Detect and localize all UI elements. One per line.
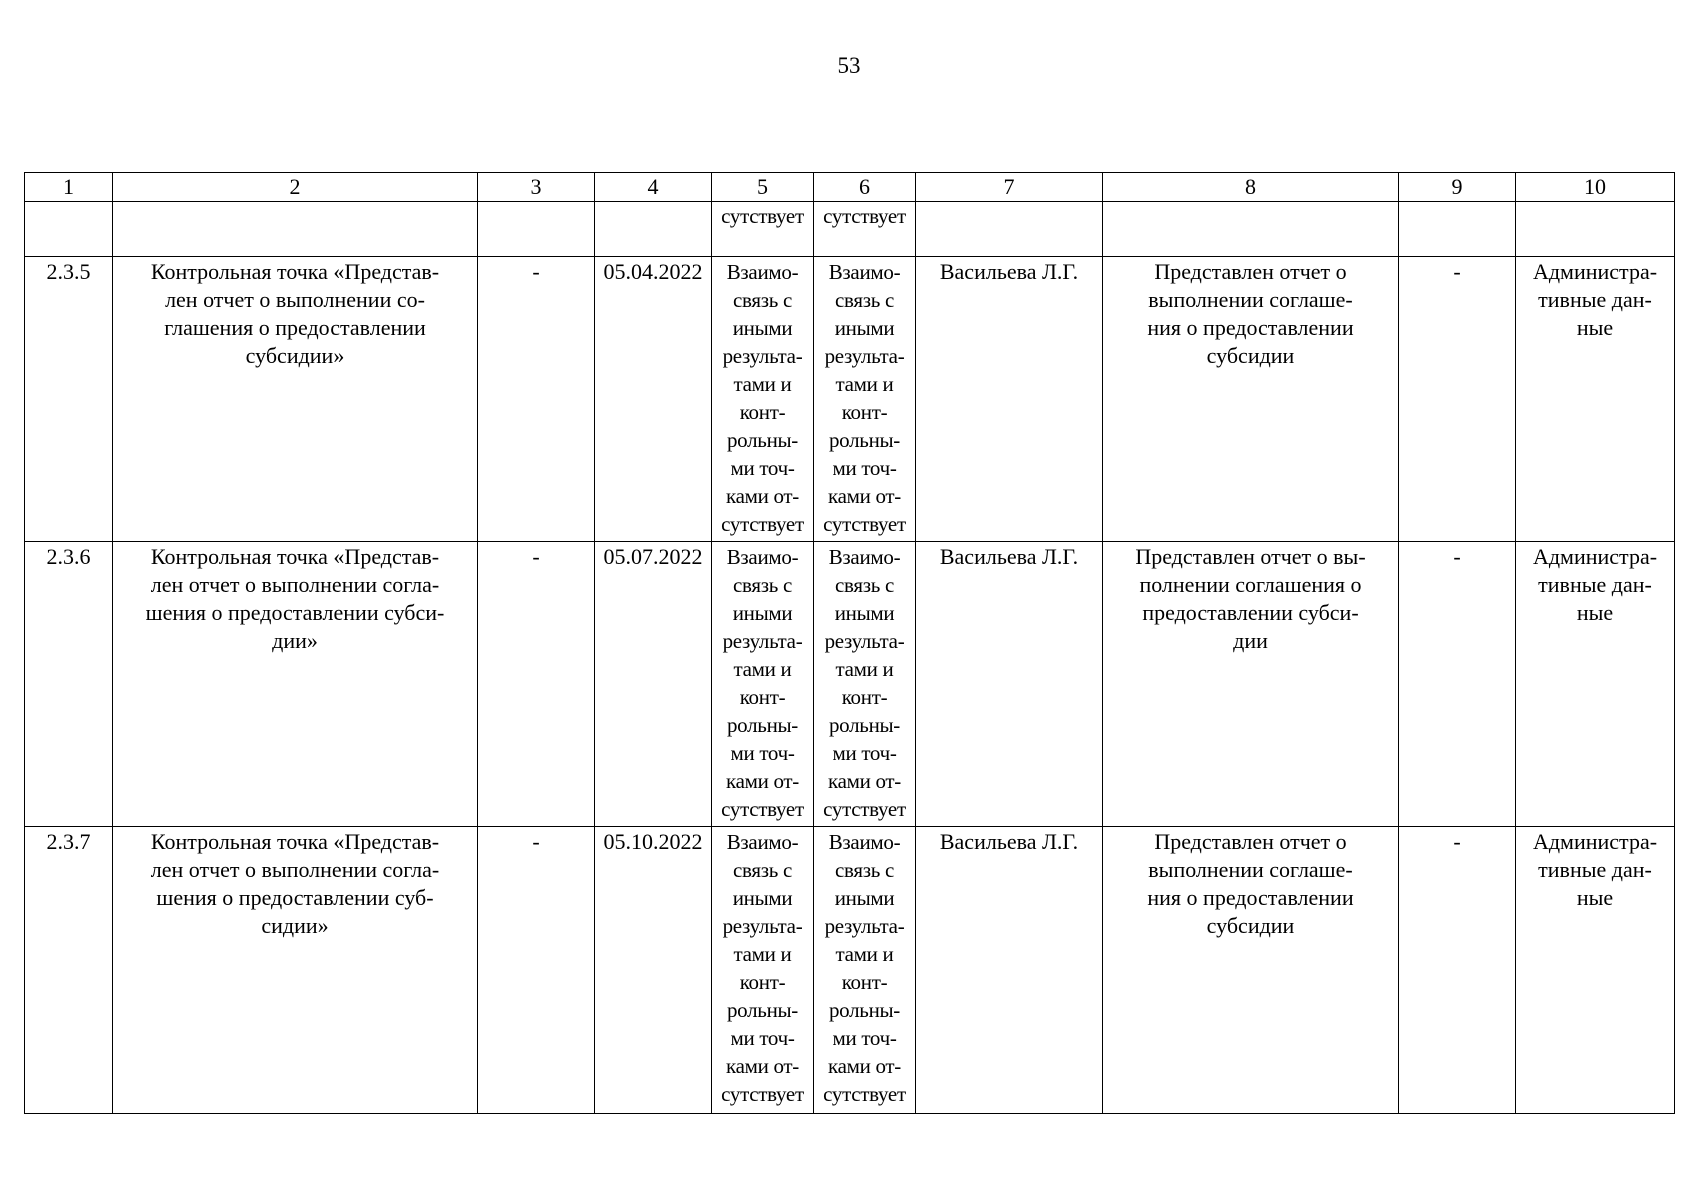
- column-header: 2: [113, 173, 478, 202]
- cell-text-line: ками от-: [726, 769, 799, 793]
- date-cell: 05.04.2022: [595, 257, 712, 542]
- cell-text-line: ками от-: [828, 769, 901, 793]
- relation-cell: [712, 257, 814, 542]
- column-header: 1: [25, 173, 113, 202]
- cell-text-line: рольны-: [726, 428, 799, 452]
- table-cell: [916, 202, 1103, 257]
- column-header: 5: [712, 173, 814, 202]
- cell-text-line: Представлен отчет о вы-: [1135, 544, 1366, 569]
- relation-cell: [814, 257, 916, 542]
- cell-text-line: лен отчет о выполнении согла-: [150, 857, 440, 882]
- cell-text-line: глашения о предоставлении: [164, 315, 426, 340]
- cell-text-line: выполнении соглаше-: [1148, 287, 1353, 312]
- cell-text-line: ми точ-: [730, 741, 795, 765]
- control-points-table: [24, 172, 1675, 1114]
- cell-text-line: Представлен отчет о: [1154, 829, 1347, 854]
- cell-text-line: тами и: [733, 942, 792, 966]
- cell-text-line: рольны-: [828, 713, 901, 737]
- cell-text-line: рольны-: [726, 998, 799, 1022]
- cell-text-line: ками от-: [828, 1054, 901, 1078]
- column-header: 6: [814, 173, 916, 202]
- responsible-person: Васильева Л.Г.: [916, 257, 1103, 542]
- cell-text-line: Взаимо-: [828, 545, 901, 569]
- cell-text-line: ные: [1576, 600, 1614, 625]
- column-9-value: -: [1399, 827, 1516, 1114]
- column-header: 10: [1516, 173, 1675, 202]
- responsible-person: Васильева Л.Г.: [916, 542, 1103, 827]
- cell-text-line: субсидии: [1206, 343, 1295, 368]
- cell-text-line: выполнении соглаше-: [1148, 857, 1353, 882]
- cell-text-line: предоставлении субси-: [1142, 600, 1359, 625]
- cell-text-line: тами и: [835, 372, 894, 396]
- cell-text-line: шения о предоставлении субси-: [145, 600, 445, 625]
- cell-text-line: сидии»: [261, 913, 329, 938]
- cell-text-line: ми точ-: [832, 1026, 897, 1050]
- cell-text-line: ные: [1576, 885, 1614, 910]
- cell-text-line: сутствует: [721, 1082, 804, 1106]
- continuation-row: [25, 202, 1675, 257]
- cell-text-line: связь с: [835, 288, 894, 312]
- cell-text-line: результа-: [722, 629, 803, 653]
- table-cell: [113, 202, 478, 257]
- cell-text-line: Взаимо-: [726, 260, 799, 284]
- cell-text-line: конт-: [739, 685, 786, 709]
- cell-text-line: Взаимо-: [726, 545, 799, 569]
- result-description: [1103, 257, 1399, 542]
- page-number: 53: [837, 53, 861, 78]
- column-9-value: -: [1399, 542, 1516, 827]
- column-header: 9: [1399, 173, 1516, 202]
- cell-text-line: сутствует: [823, 1082, 906, 1106]
- cell-text-line: тами и: [733, 372, 792, 396]
- cell-text-line: Контрольная точка «Представ-: [150, 829, 440, 854]
- cell-text-line: ми точ-: [832, 456, 897, 480]
- cell-text-line: конт-: [841, 685, 888, 709]
- cell-text-line: Представлен отчет о: [1154, 259, 1347, 284]
- relation-cell: [814, 542, 916, 827]
- cell-text-line: тами и: [733, 657, 792, 681]
- column-3-value: -: [478, 542, 595, 827]
- relation-cell: [712, 542, 814, 827]
- column-header: 7: [916, 173, 1103, 202]
- relation-cell: сутствует: [814, 202, 916, 257]
- row-number: 2.3.6: [25, 542, 113, 827]
- cell-text-line: Взаимо-: [828, 830, 901, 854]
- cell-text-line: сутствует: [823, 512, 906, 536]
- cell-text-line: рольны-: [828, 428, 901, 452]
- table-row: [25, 257, 1675, 542]
- cell-text-line: Администра-: [1532, 259, 1658, 284]
- relation-cell: [712, 827, 814, 1114]
- cell-text-line: шения о предоставлении суб-: [156, 885, 434, 910]
- cell-text-line: иными: [732, 601, 793, 625]
- row-number: 2.3.5: [25, 257, 113, 542]
- table-cell: [1103, 202, 1399, 257]
- column-number-row: [25, 173, 1675, 202]
- column-header: 8: [1103, 173, 1399, 202]
- column-header: 3: [478, 173, 595, 202]
- row-number: 2.3.7: [25, 827, 113, 1114]
- cell-text-line: ками от-: [726, 484, 799, 508]
- cell-text-line: сутствует: [823, 797, 906, 821]
- table-cell: [478, 202, 595, 257]
- cell-text-line: иными: [834, 601, 895, 625]
- cell-text-line: ния о предоставлении: [1147, 885, 1354, 910]
- result-description: [1103, 827, 1399, 1114]
- column-9-value: -: [1399, 257, 1516, 542]
- cell-text-line: конт-: [841, 400, 888, 424]
- control-point-description: [113, 542, 478, 827]
- date-cell: 05.07.2022: [595, 542, 712, 827]
- data-source: [1516, 257, 1675, 542]
- cell-text-line: ния о предоставлении: [1147, 315, 1354, 340]
- responsible-person: Васильева Л.Г.: [916, 827, 1103, 1114]
- cell-text-line: результа-: [824, 629, 905, 653]
- cell-text-line: субсидии: [1206, 913, 1295, 938]
- cell-text-line: связь с: [835, 858, 894, 882]
- cell-text-line: тивные дан-: [1538, 287, 1652, 312]
- cell-text-line: связь с: [733, 858, 792, 882]
- cell-text-line: дии»: [272, 628, 318, 653]
- cell-text-line: Контрольная точка «Представ-: [150, 544, 440, 569]
- cell-text-line: конт-: [739, 970, 786, 994]
- cell-text-line: тивные дан-: [1538, 857, 1652, 882]
- control-point-description: [113, 827, 478, 1114]
- table-cell: [595, 202, 712, 257]
- cell-text-line: сутствует: [721, 797, 804, 821]
- table-row: [25, 542, 1675, 827]
- cell-text-line: тами и: [835, 657, 894, 681]
- cell-text-line: дии: [1233, 628, 1268, 653]
- cell-text-line: Администра-: [1532, 829, 1658, 854]
- cell-text-line: результа-: [824, 914, 905, 938]
- cell-text-line: иными: [732, 886, 793, 910]
- cell-text-line: иными: [834, 316, 895, 340]
- cell-text-line: тивные дан-: [1538, 572, 1652, 597]
- cell-text-line: субсидии»: [245, 343, 345, 368]
- cell-text-line: Взаимо-: [828, 260, 901, 284]
- result-description: [1103, 542, 1399, 827]
- column-3-value: -: [478, 827, 595, 1114]
- cell-text-line: полнении соглашения о: [1139, 572, 1362, 597]
- cell-text-line: лен отчет о выполнении согла-: [150, 572, 440, 597]
- relation-cell: [814, 827, 916, 1114]
- cell-text-line: связь с: [733, 573, 792, 597]
- control-point-description: [113, 257, 478, 542]
- cell-text-line: лен отчет о выполнении со-: [165, 287, 425, 312]
- cell-text-line: конт-: [739, 400, 786, 424]
- column-3-value: -: [478, 257, 595, 542]
- table-cell: [25, 202, 113, 257]
- date-cell: 05.10.2022: [595, 827, 712, 1114]
- cell-text-line: результа-: [722, 914, 803, 938]
- cell-text-line: Взаимо-: [726, 830, 799, 854]
- cell-text-line: ми точ-: [832, 741, 897, 765]
- relation-cell: сутствует: [712, 202, 814, 257]
- cell-text-line: ми точ-: [730, 1026, 795, 1050]
- cell-text-line: рольны-: [828, 998, 901, 1022]
- cell-text-line: сутствует: [721, 512, 804, 536]
- cell-text-line: результа-: [824, 344, 905, 368]
- cell-text-line: тами и: [835, 942, 894, 966]
- cell-text-line: ками от-: [828, 484, 901, 508]
- cell-text-line: конт-: [841, 970, 888, 994]
- cell-text-line: Администра-: [1532, 544, 1658, 569]
- data-source: [1516, 827, 1675, 1114]
- table-cell: [1516, 202, 1675, 257]
- cell-text-line: Контрольная точка «Представ-: [150, 259, 440, 284]
- cell-text-line: результа-: [722, 344, 803, 368]
- cell-text-line: ми точ-: [730, 456, 795, 480]
- table-cell: [1399, 202, 1516, 257]
- cell-text-line: связь с: [733, 288, 792, 312]
- table-row: [25, 827, 1675, 1114]
- cell-text-line: иными: [732, 316, 793, 340]
- cell-text-line: иными: [834, 886, 895, 910]
- cell-text-line: ками от-: [726, 1054, 799, 1078]
- cell-text-line: рольны-: [726, 713, 799, 737]
- cell-text-line: ные: [1576, 315, 1614, 340]
- column-header: 4: [595, 173, 712, 202]
- cell-text-line: связь с: [835, 573, 894, 597]
- data-source: [1516, 542, 1675, 827]
